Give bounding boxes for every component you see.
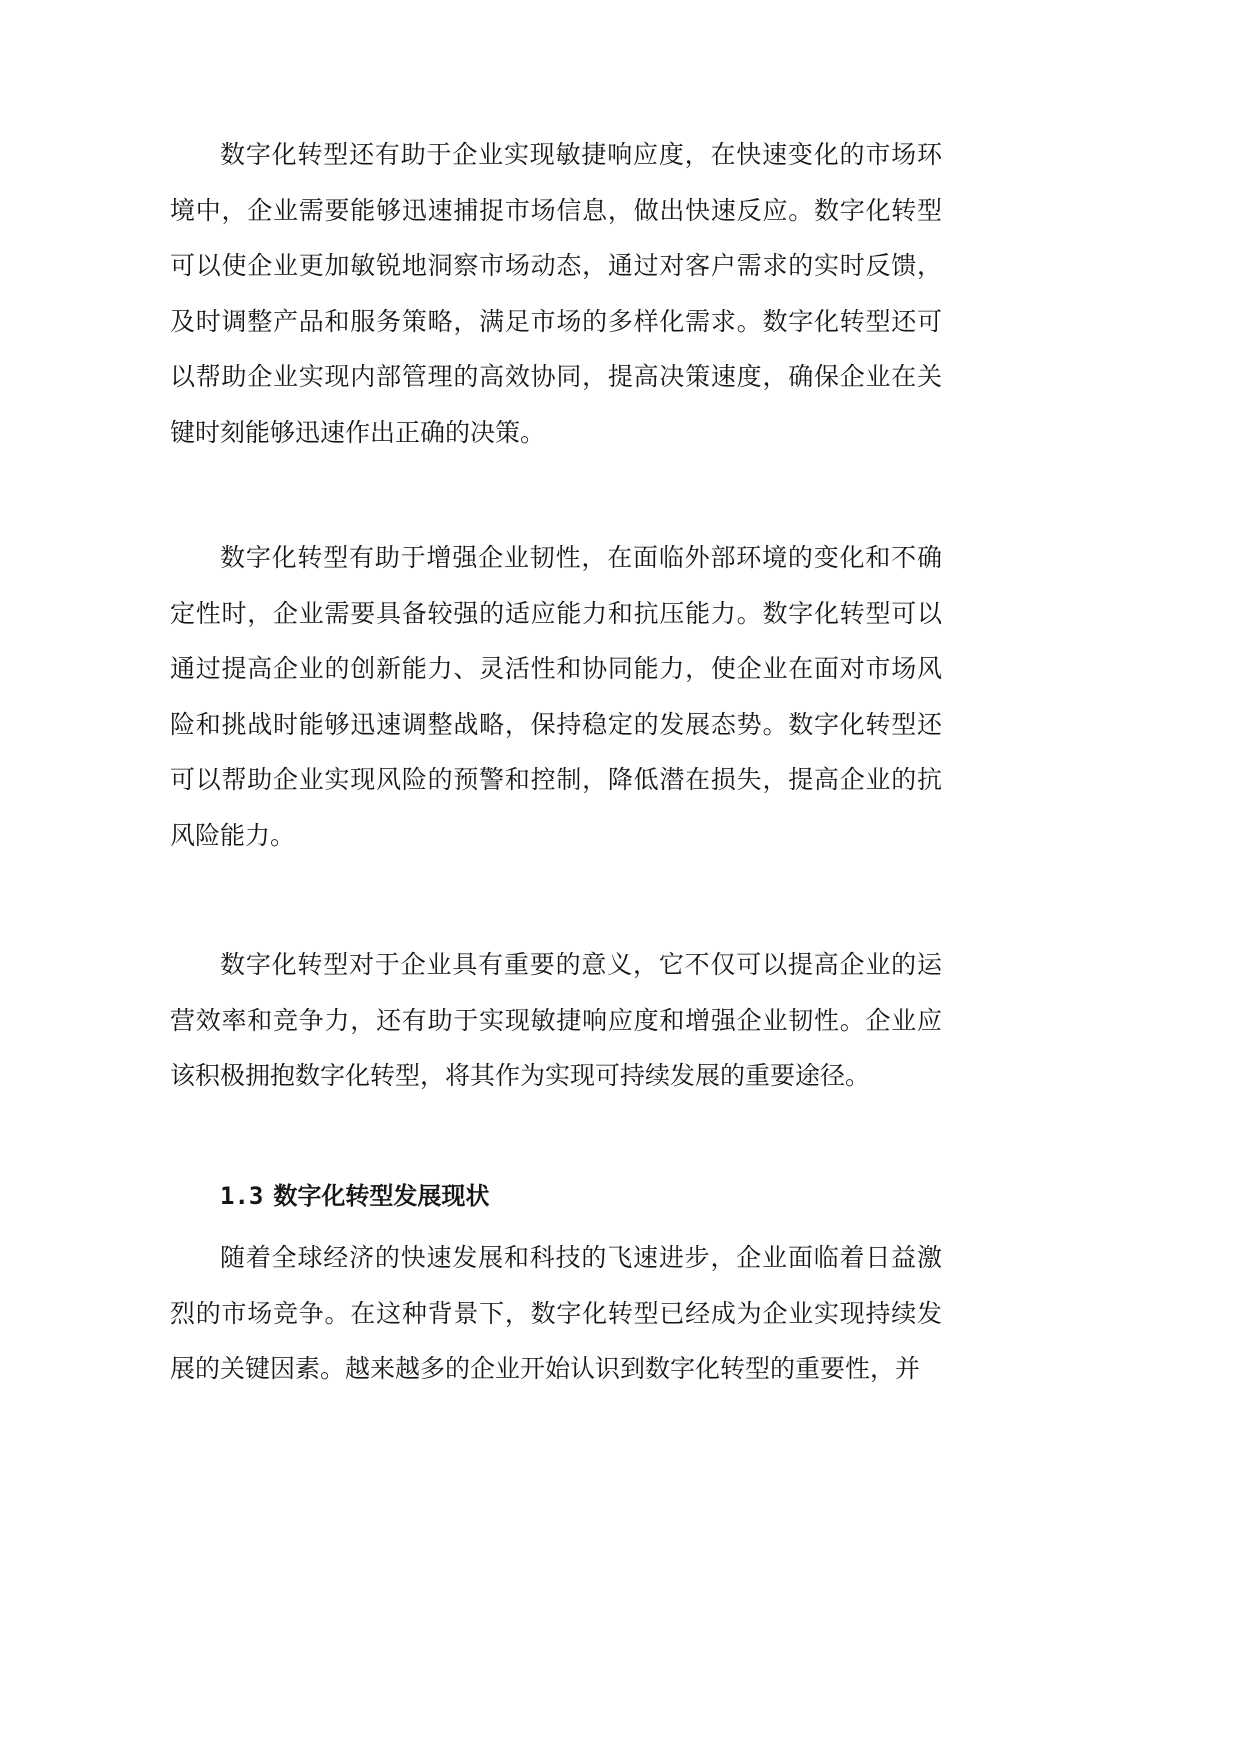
paragraph-resilience [170,530,942,863]
paragraph-text: 数字化转型还有助于企业实现敏捷响应度，在快速变化的市场环境中，企业需要能够迅速捕捉市场信息，做出快速反应。数字化转型可以使企业更加敏锐地洞察市场动态，通过对客户需求的实时反馈，及时调整产品和服务策略，满足市场的多样化需求。数字化转型还可以帮助企业实现内部管理的高效协同，提高决策速度，确保企业在关键时刻能够迅速作出正确的决策。 [170,140,942,447]
section-title: 数字化转型发展现状 [273,1182,490,1210]
section-heading [220,1171,489,1221]
paragraph-text: 随着全球经济的快速发展和科技的飞速进步，企业面临着日益激烈的市场竞争。在这种背景下，数字化转型已经成为企业实现持续发展的关键因素。越来越多的企业开始认识到数字化转型的重要性，并 [170,1243,942,1383]
section-number: 1.3 [220,1182,264,1210]
paragraph-current-status [170,1230,942,1397]
paragraph-text: 数字化转型对于企业具有重要的意义，它不仅可以提高企业的运营效率和竞争力，还有助于实现敏捷响应度和增强企业韧性。企业应该积极拥抱数字化转型，将其作为实现可持续发展的重要途径。 [170,950,942,1090]
paragraph-significance-summary [170,937,942,1104]
paragraph-text: 数字化转型有助于增强企业韧性，在面临外部环境的变化和不确定性时，企业需要具备较强的适应能力和抗压能力。数字化转型可以通过提高企业的创新能力、灵活性和协同能力，使企业在面对市场风险和挑战时能够迅速调整战略，保持稳定的发展态势。数字化转型还可以帮助企业实现风险的预警和控制，降低潜在损失，提高企业的抗风险能力。 [170,543,942,850]
paragraph-agile-response [170,127,942,460]
